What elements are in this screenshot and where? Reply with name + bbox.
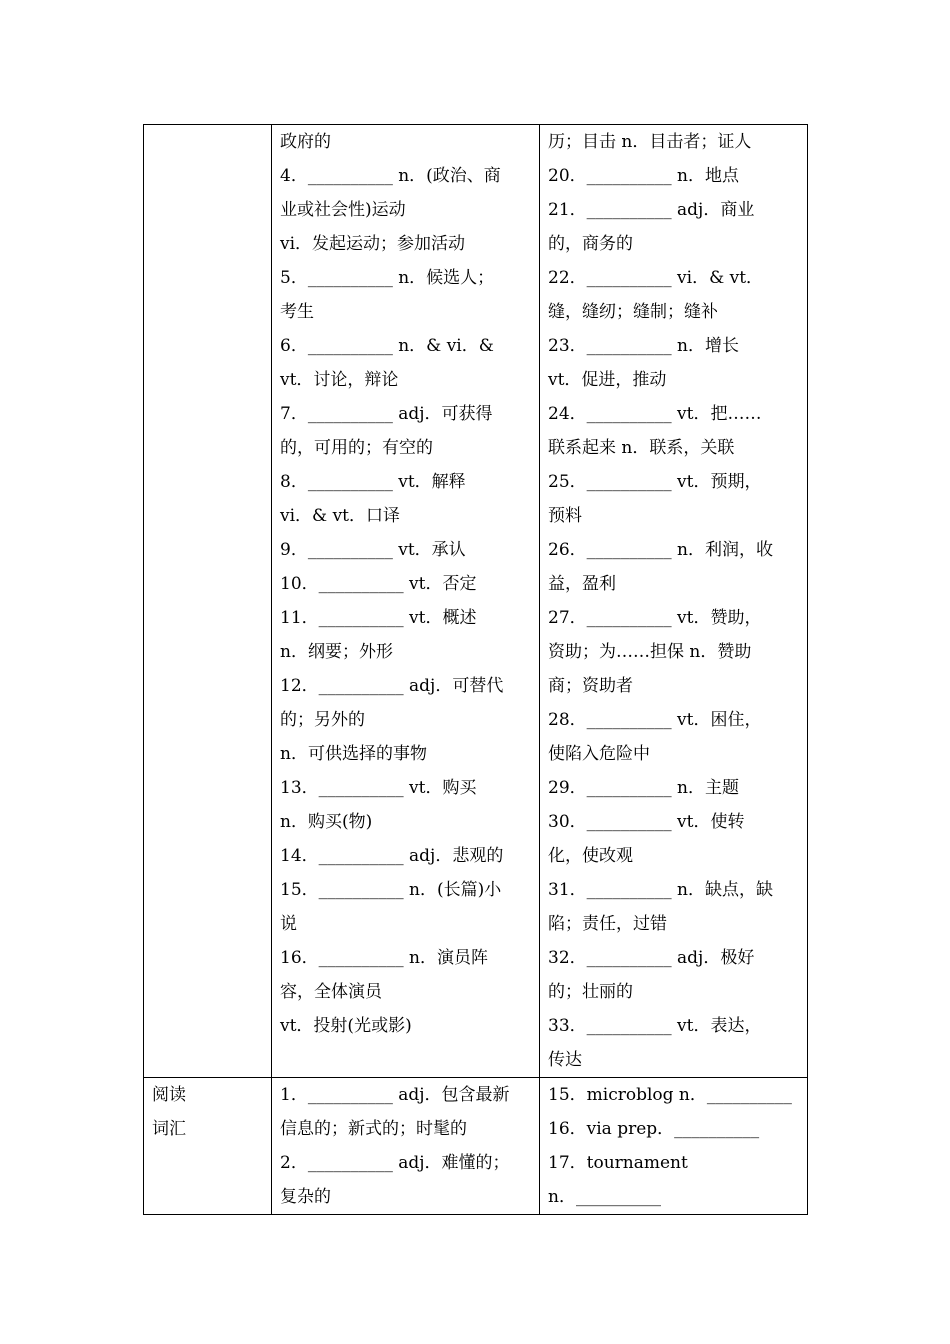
vocab-entry-line: 27．__________ vt．赞助， — [548, 608, 762, 628]
vocab-entry-line: 考生 — [280, 302, 314, 322]
vocab-entry-line: 16．__________ n．演员阵 — [280, 948, 488, 968]
vocab-entry-line: 10．__________ vt．否定 — [280, 574, 477, 594]
vocab-entry-line: 33．__________ vt．表达， — [548, 1016, 762, 1036]
vocab-entry-line: 30．__________ vt．使转 — [548, 812, 745, 832]
vocab-entry-line: 容，全体演员 — [280, 982, 382, 1002]
vocab-entry-line: n．__________ — [548, 1187, 661, 1207]
vocab-entry-line: 商；资助者 — [548, 676, 633, 696]
vocab-entry-line: 1．__________ adj．包含最新 — [280, 1085, 510, 1105]
vocab-entry-line: 6．__________ n．& vi．& — [280, 336, 494, 356]
category-cell — [144, 1078, 272, 1215]
vocab-entry-line: 31．__________ n．缺点，缺 — [548, 880, 773, 900]
vocab-entry-line: 12．__________ adj．可替代 — [280, 676, 504, 696]
word-list-cell — [272, 1078, 540, 1215]
vocab-entry-line: 16．via prep．__________ — [548, 1119, 760, 1139]
vocab-entry-line: 7．__________ adj．可获得 — [280, 404, 493, 424]
vocab-entry-line: 联系起来 n．联系，关联 — [548, 438, 735, 458]
category-label: 阅读 — [152, 1085, 186, 1105]
vocab-entry-line: 复杂的 — [280, 1187, 331, 1207]
vocab-entry-line: 业或社会性)运动 — [280, 200, 406, 220]
vocabulary-table — [143, 124, 808, 1215]
table-row — [144, 1078, 808, 1215]
vocab-entry-line: 益，盈利 — [548, 574, 616, 594]
vocab-entry-line: 4．__________ n．(政治、商 — [280, 166, 501, 186]
word-list-cell — [540, 1078, 808, 1215]
word-list-cell — [540, 125, 808, 1078]
vocab-entry-line: 的；壮丽的 — [548, 982, 633, 1002]
vocab-entry-line: vt．讨论，辩论 — [280, 370, 399, 390]
vocab-entry-line: n．可供选择的事物 — [280, 744, 427, 764]
vocab-entry-line: 20．__________ n．地点 — [548, 166, 739, 186]
vocab-entry-line: 32．__________ adj．极好 — [548, 948, 755, 968]
vocab-entry-line: 2．__________ adj．难懂的； — [280, 1153, 510, 1173]
vocab-entry-line: 22．__________ vi．& vt． — [548, 268, 764, 288]
vocab-entry-line: 使陷入危险中 — [548, 744, 650, 764]
vocab-entry-line: vt．促进，推动 — [548, 370, 667, 390]
vocab-entry-line: 预料 — [548, 506, 582, 526]
vocab-entry-line: 缝，缝纫；缝制；缝补 — [548, 302, 718, 322]
vocab-entry-line: 化，使改观 — [548, 846, 633, 866]
table-row — [144, 125, 808, 1078]
vocab-entry-line: 说 — [280, 914, 297, 934]
vocab-entry-line: 14．__________ adj．悲观的 — [280, 846, 504, 866]
vocab-entry-line: 5．__________ n．候选人； — [280, 268, 495, 288]
vocab-entry-line: vi．发起运动；参加活动 — [280, 234, 466, 254]
vocab-entry-line: 25．__________ vt．预期， — [548, 472, 762, 492]
vocab-entry-line: 信息的；新式的；时髦的 — [280, 1119, 467, 1139]
vocab-entry-line: 资助；为……担保 n．赞助 — [548, 642, 752, 662]
vocab-entry-line: 11．__________ vt．概述 — [280, 608, 477, 628]
vocab-entry-line: vt．投射(光或影) — [280, 1016, 412, 1036]
vocab-entry-line: 传达 — [548, 1050, 582, 1070]
vocab-entry-line: 15．__________ n．(长篇)小 — [280, 880, 502, 900]
vocab-entry-line: 17．tournament — [548, 1153, 688, 1173]
vocab-entry-line: 的；另外的 — [280, 710, 365, 730]
vocab-entry-line: 29．__________ n．主题 — [548, 778, 739, 798]
vocab-entry-line: 21．__________ adj．商业 — [548, 200, 755, 220]
vocab-entry-line: 历；目击 n．目击者；证人 — [548, 132, 752, 152]
vocab-entry-line: n．纲要；外形 — [280, 642, 393, 662]
vocab-entry-line: 26．__________ n．利润，收 — [548, 540, 773, 560]
vocab-entry-line: 28．__________ vt．困住， — [548, 710, 762, 730]
vocab-entry-line: 13．__________ vt．购买 — [280, 778, 477, 798]
vocab-entry-line: 15．microblog n．__________ — [548, 1085, 792, 1105]
vocab-entry-line: 8．__________ vt．解释 — [280, 472, 466, 492]
vocab-entry-line: 24．__________ vt．把…… — [548, 404, 762, 424]
vocab-entry-line: 政府的 — [280, 132, 331, 152]
vocab-entry-line: 的，可用的；有空的 — [280, 438, 433, 458]
vocab-entry-line: n．购买(物) — [280, 812, 373, 832]
vocab-entry-line: 23．__________ n．增长 — [548, 336, 739, 356]
word-list-cell — [272, 125, 540, 1078]
category-cell — [144, 125, 272, 1078]
category-label: 词汇 — [152, 1119, 186, 1139]
vocab-entry-line: 9．__________ vt．承认 — [280, 540, 466, 560]
vocab-entry-line: 陷；责任，过错 — [548, 914, 667, 934]
vocab-entry-line: 的，商务的 — [548, 234, 633, 254]
vocab-entry-line: vi．& vt．口译 — [280, 506, 401, 526]
